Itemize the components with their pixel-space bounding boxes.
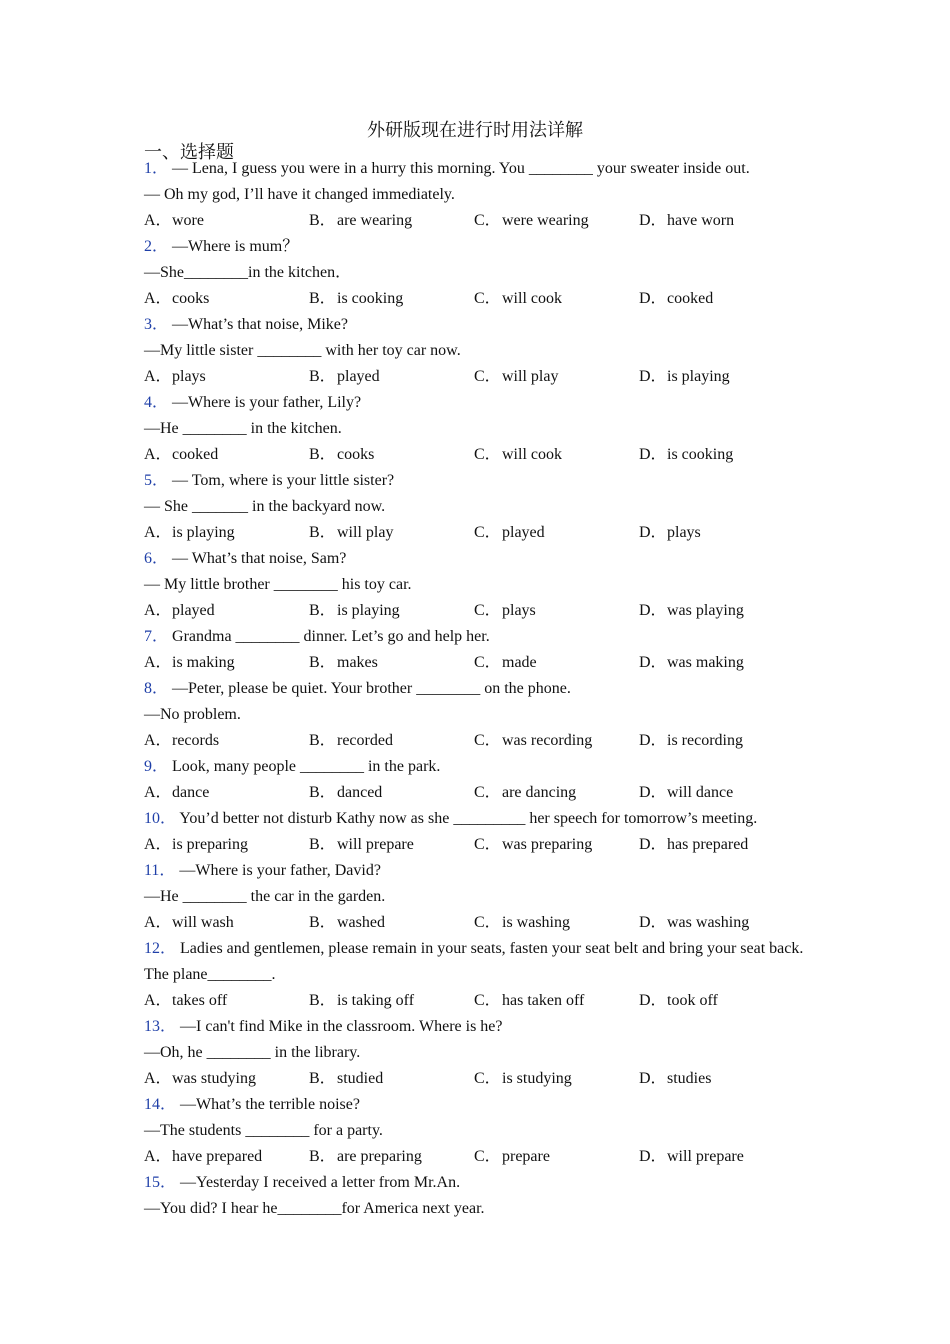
option-text: plays [667, 524, 701, 541]
option-letter: B． [309, 368, 336, 385]
answer-option[interactable] [144, 728, 309, 754]
option-text: is recording [667, 732, 743, 749]
answer-option[interactable] [144, 442, 309, 468]
answer-option[interactable] [144, 780, 309, 806]
option-text: is playing [337, 602, 400, 619]
question-text: —He ________ the car in the garden. [144, 888, 386, 905]
option-letter: B． [309, 212, 336, 229]
answer-option[interactable] [309, 780, 474, 806]
answer-option[interactable] [144, 1144, 309, 1170]
question-stem [144, 806, 804, 832]
question-text: Grandma ________ dinner. Let’s go and help her. [172, 628, 490, 645]
option-text: cooked [667, 290, 714, 307]
question-item [144, 1092, 804, 1170]
option-letter: D． [639, 368, 667, 385]
answer-option[interactable] [639, 910, 804, 936]
option-text: will dance [667, 784, 734, 801]
question-text: —Where is your father, David? [179, 862, 381, 879]
option-letter: A． [144, 1148, 172, 1165]
answer-option[interactable] [309, 650, 474, 676]
option-letter: B． [309, 1148, 336, 1165]
option-text: played [172, 602, 215, 619]
option-letter: A． [144, 446, 172, 463]
answer-option[interactable] [474, 208, 639, 234]
question-number: 7 ． [144, 628, 168, 645]
answer-option[interactable] [144, 1066, 309, 1092]
answer-option[interactable] [639, 728, 804, 754]
answer-options [144, 910, 804, 936]
answer-option[interactable] [144, 364, 309, 390]
option-letter: B． [309, 602, 336, 619]
question-text: — My little brother ________ his toy car. [144, 576, 412, 593]
option-letter: A． [144, 992, 172, 1009]
question-number: 13 ． [144, 1018, 176, 1035]
question-item [144, 676, 804, 754]
question-stem [144, 936, 804, 988]
option-text: is cooking [337, 290, 404, 307]
question-item [144, 624, 804, 676]
question-text: —Peter, please be quiet. Your brother ________ on the phone. [172, 680, 571, 697]
option-text: was playing [667, 602, 744, 619]
option-letter: D． [639, 732, 667, 749]
answer-option[interactable] [639, 208, 804, 234]
answer-option[interactable] [144, 832, 309, 858]
option-text: are dancing [502, 784, 577, 801]
question-item [144, 234, 804, 312]
question-stem [144, 1170, 804, 1196]
option-letter: C． [474, 836, 501, 853]
answer-option[interactable] [309, 442, 474, 468]
question-number: 14 ． [144, 1096, 176, 1113]
option-text: danced [337, 784, 383, 801]
option-text: washed [337, 914, 385, 931]
option-text: cooks [172, 290, 210, 307]
option-text: cooks [337, 446, 375, 463]
question-stem [144, 468, 804, 494]
question-reply [144, 1118, 804, 1144]
answer-option[interactable] [309, 1144, 474, 1170]
question-stem [144, 546, 804, 572]
answer-option[interactable] [144, 208, 309, 234]
question-text: —What’s that noise, Mike? [172, 316, 348, 333]
option-letter: A． [144, 914, 172, 931]
option-letter: B． [309, 654, 336, 671]
option-letter: C． [474, 290, 501, 307]
answer-option[interactable] [474, 1066, 639, 1092]
answer-option[interactable] [309, 364, 474, 390]
option-letter: C． [474, 1070, 501, 1087]
option-letter: D． [639, 992, 667, 1009]
option-letter: D． [639, 524, 667, 541]
option-text: wore [172, 212, 204, 229]
option-text: will cook [502, 290, 562, 307]
option-text: cooked [172, 446, 219, 463]
option-text: prepare [502, 1148, 550, 1165]
option-text: plays [502, 602, 536, 619]
option-text: is taking off [337, 992, 415, 1009]
question-reply [144, 260, 804, 286]
option-letter: D． [639, 784, 667, 801]
question-reply [144, 338, 804, 364]
answer-option[interactable] [309, 598, 474, 624]
option-text: studied [337, 1070, 384, 1087]
option-text: is washing [502, 914, 570, 931]
answer-options [144, 208, 804, 234]
answer-options [144, 728, 804, 754]
answer-option[interactable] [309, 1066, 474, 1092]
option-letter: C． [474, 654, 501, 671]
answer-option[interactable] [474, 442, 639, 468]
option-text: was studying [172, 1070, 256, 1087]
option-letter: C． [474, 524, 501, 541]
question-list [144, 156, 804, 1222]
question-number: 12 ． [144, 940, 176, 957]
option-text: played [502, 524, 545, 541]
option-letter: B． [309, 836, 336, 853]
question-text: Look, many people ________ in the park. [172, 758, 441, 775]
question-text: —You did? I hear he________for America next year. [144, 1200, 485, 1217]
question-number: 1 ． [144, 160, 168, 177]
answer-option[interactable] [144, 598, 309, 624]
question-item [144, 1014, 804, 1092]
option-letter: C． [474, 784, 501, 801]
question-text: — She _______ in the backyard now. [144, 498, 386, 515]
answer-option[interactable] [309, 286, 474, 312]
option-text: will prepare [667, 1148, 744, 1165]
option-text: have prepared [172, 1148, 263, 1165]
question-number: 11 ． [144, 862, 175, 879]
answer-option[interactable] [639, 1066, 804, 1092]
question-item [144, 156, 804, 234]
answer-option[interactable] [144, 910, 309, 936]
question-stem [144, 754, 804, 780]
option-letter: D． [639, 914, 667, 931]
option-text: is making [172, 654, 235, 671]
question-text: —Yesterday I received a letter from Mr.An. [180, 1174, 461, 1191]
option-letter: A． [144, 602, 172, 619]
option-text: was washing [667, 914, 750, 931]
option-text: recorded [337, 732, 393, 749]
section-heading: 一、选择题 [144, 142, 234, 163]
answer-option[interactable] [639, 780, 804, 806]
question-number: 3 ． [144, 316, 168, 333]
option-text: played [337, 368, 380, 385]
answer-option[interactable] [474, 910, 639, 936]
option-letter: B． [309, 732, 336, 749]
option-letter: D． [639, 1070, 667, 1087]
answer-option[interactable] [309, 520, 474, 546]
option-text: makes [337, 654, 378, 671]
option-text: takes off [172, 992, 228, 1009]
option-letter: B． [309, 1070, 336, 1087]
answer-option[interactable] [474, 988, 639, 1014]
option-letter: D． [639, 290, 667, 307]
option-letter: A． [144, 368, 172, 385]
question-reply [144, 494, 804, 520]
answer-options [144, 520, 804, 546]
option-text: were wearing [502, 212, 589, 229]
question-number: 4 ． [144, 394, 168, 411]
question-text: — Tom, where is your little sister? [172, 472, 395, 489]
option-letter: C． [474, 914, 501, 931]
question-text: —I can't find Mike in the classroom. Where is he? [180, 1018, 503, 1035]
answer-options [144, 364, 804, 390]
question-item [144, 858, 804, 936]
option-text: is studying [502, 1070, 572, 1087]
question-text: —No problem. [144, 706, 241, 723]
option-letter: C． [474, 992, 501, 1009]
answer-option[interactable] [639, 286, 804, 312]
option-text: have worn [667, 212, 735, 229]
question-stem [144, 1092, 804, 1118]
answer-options [144, 1066, 804, 1092]
question-item [144, 468, 804, 546]
option-text: are wearing [337, 212, 413, 229]
question-reply [144, 884, 804, 910]
option-letter: C． [474, 1148, 501, 1165]
answer-option[interactable] [474, 832, 639, 858]
option-letter: A． [144, 654, 172, 671]
question-reply [144, 702, 804, 728]
question-number: 5 ． [144, 472, 168, 489]
question-item [144, 936, 804, 1014]
option-text: will play [502, 368, 559, 385]
question-item [144, 806, 804, 858]
option-text: was recording [502, 732, 593, 749]
option-letter: B． [309, 524, 336, 541]
answer-option[interactable] [639, 988, 804, 1014]
question-item [144, 312, 804, 390]
question-number: 6 ． [144, 550, 168, 567]
option-text: is playing [172, 524, 235, 541]
option-text: has prepared [667, 836, 749, 853]
question-stem [144, 858, 804, 884]
question-text: —Where is mum？ [172, 238, 299, 255]
option-letter: D． [639, 836, 667, 853]
option-letter: B． [309, 446, 336, 463]
option-letter: B． [309, 784, 336, 801]
answer-option[interactable] [474, 520, 639, 546]
option-text: studies [667, 1070, 712, 1087]
option-letter: A． [144, 1070, 172, 1087]
answer-option[interactable] [144, 520, 309, 546]
answer-option[interactable] [639, 364, 804, 390]
answer-options [144, 598, 804, 624]
option-letter: D． [639, 1148, 667, 1165]
question-reply [144, 1040, 804, 1066]
answer-option[interactable] [474, 780, 639, 806]
option-text: made [502, 654, 537, 671]
option-letter: D． [639, 446, 667, 463]
option-letter: D． [639, 212, 667, 229]
answer-option[interactable] [309, 832, 474, 858]
answer-options [144, 988, 804, 1014]
answer-option[interactable] [474, 1144, 639, 1170]
option-text: took off [667, 992, 718, 1009]
option-letter: C． [474, 602, 501, 619]
option-text: is playing [667, 368, 730, 385]
question-reply [144, 1196, 804, 1222]
question-text: — What’s that noise, Sam? [172, 550, 347, 567]
question-number: 10 ． [144, 810, 176, 827]
option-text: has taken off [502, 992, 585, 1009]
answer-option[interactable] [639, 598, 804, 624]
question-text: —He ________ in the kitchen. [144, 420, 342, 437]
option-text: are preparing [337, 1148, 422, 1165]
option-text: was making [667, 654, 744, 671]
question-text: —Oh, he ________ in the library. [144, 1044, 361, 1061]
question-number: 9 ． [144, 758, 168, 775]
option-letter: A． [144, 732, 172, 749]
option-text: will prepare [337, 836, 414, 853]
option-text: plays [172, 368, 206, 385]
question-stem [144, 1014, 804, 1040]
answer-option[interactable] [309, 728, 474, 754]
option-letter: C． [474, 446, 501, 463]
option-text: will cook [502, 446, 562, 463]
question-text: —What’s the terrible noise? [180, 1096, 360, 1113]
option-text: is cooking [667, 446, 734, 463]
answer-option[interactable] [474, 728, 639, 754]
answer-option[interactable] [474, 650, 639, 676]
option-letter: D． [639, 602, 667, 619]
answer-option[interactable] [309, 208, 474, 234]
answer-option[interactable] [474, 286, 639, 312]
option-letter: A． [144, 290, 172, 307]
answer-options [144, 780, 804, 806]
option-letter: A． [144, 784, 172, 801]
question-text: You’d better not disturb Kathy now as she _________ her speech for tomorrow’s meeting. [179, 810, 758, 827]
question-text: —My little sister ________ with her toy car now. [144, 342, 461, 359]
answer-options [144, 1144, 804, 1170]
question-number: 8 ． [144, 680, 168, 697]
answer-option[interactable] [639, 520, 804, 546]
question-stem [144, 312, 804, 338]
option-letter: B． [309, 992, 336, 1009]
option-letter: B． [309, 914, 336, 931]
option-text: is preparing [172, 836, 248, 853]
option-letter: A． [144, 836, 172, 853]
question-number: 15 ． [144, 1174, 176, 1191]
answer-option[interactable] [639, 442, 804, 468]
option-text: dance [172, 784, 210, 801]
option-letter: A． [144, 524, 172, 541]
question-reply [144, 572, 804, 598]
answer-option[interactable] [144, 650, 309, 676]
option-letter: A． [144, 212, 172, 229]
question-text: Ladies and gentlemen, please remain in your seats, fasten your seat belt and bring your seat back. The plane________. [144, 940, 804, 983]
option-letter: C． [474, 212, 501, 229]
answer-option[interactable] [474, 598, 639, 624]
question-reply [144, 182, 804, 208]
option-text: will play [337, 524, 394, 541]
question-stem [144, 624, 804, 650]
answer-options [144, 442, 804, 468]
question-text: — Oh my god, I’ll have it changed immediately. [144, 186, 455, 203]
answer-option[interactable] [144, 988, 309, 1014]
option-letter: C． [474, 732, 501, 749]
option-text: records [172, 732, 220, 749]
answer-option[interactable] [474, 364, 639, 390]
question-item [144, 390, 804, 468]
question-item [144, 546, 804, 624]
question-text: —She________in the kitchen． [144, 264, 352, 281]
option-text: will wash [172, 914, 234, 931]
answer-options [144, 650, 804, 676]
answer-option[interactable] [639, 832, 804, 858]
question-stem [144, 234, 804, 260]
option-text: was preparing [502, 836, 593, 853]
answer-option[interactable] [639, 1144, 804, 1170]
question-item [144, 754, 804, 806]
question-text: — Lena, I guess you were in a hurry this morning. You ________ your sweater inside out. [172, 160, 750, 177]
question-item [144, 1170, 804, 1222]
answer-option[interactable] [309, 988, 474, 1014]
question-text: —The students ________ for a party. [144, 1122, 383, 1139]
document-title: 外研版现在进行时用法详解 [367, 120, 583, 141]
answer-options [144, 286, 804, 312]
option-letter: B． [309, 290, 336, 307]
answer-option[interactable] [309, 910, 474, 936]
question-stem [144, 156, 804, 182]
question-stem [144, 676, 804, 702]
answer-option[interactable] [144, 286, 309, 312]
answer-options [144, 832, 804, 858]
question-number: 2 ． [144, 238, 168, 255]
question-stem [144, 390, 804, 416]
option-letter: D． [639, 654, 667, 671]
question-reply [144, 416, 804, 442]
question-text: —Where is your father, Lily? [172, 394, 362, 411]
option-letter: C． [474, 368, 501, 385]
answer-option[interactable] [639, 650, 804, 676]
